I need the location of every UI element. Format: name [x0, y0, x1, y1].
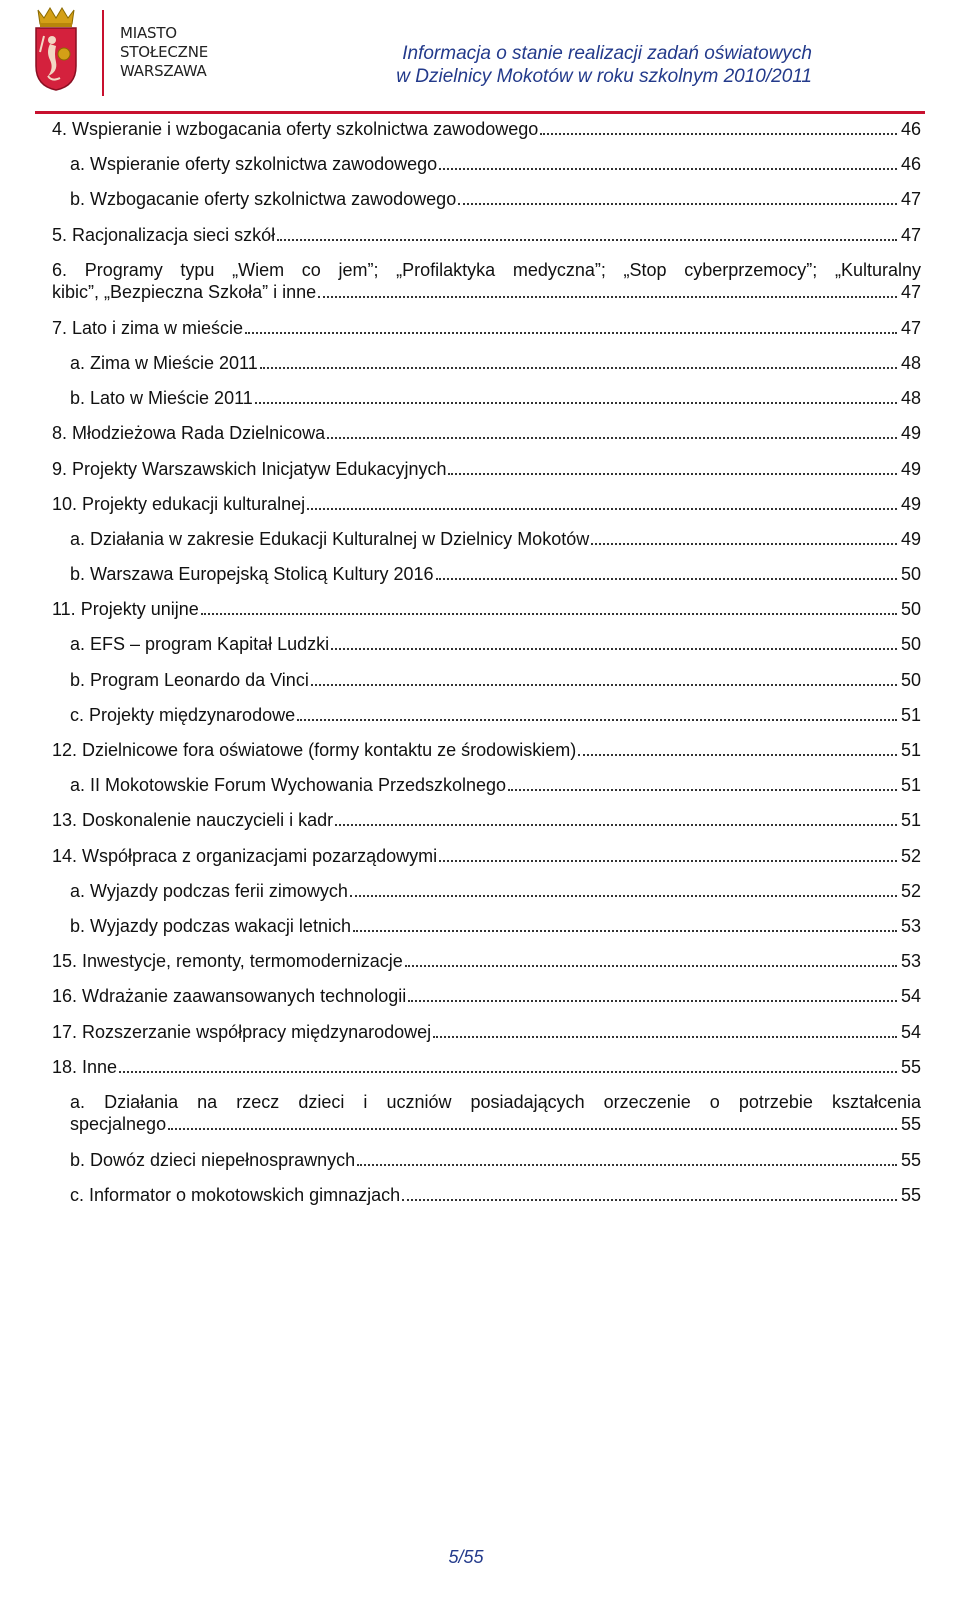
toc-dot-leader: [405, 965, 897, 967]
toc-dot-leader: [408, 1000, 897, 1002]
toc-dot-leader: [327, 437, 897, 439]
toc-entry-page: 49: [900, 423, 921, 444]
city-name-line: STOŁECZNE: [120, 43, 209, 61]
toc-entry-label: b. Wyjazdy podczas wakacji letnich: [70, 915, 351, 936]
toc-entry-page: 53: [900, 951, 921, 972]
toc-dot-leader: [297, 719, 897, 721]
toc-entry[interactable]: [52, 563, 921, 598]
toc-dot-leader: [318, 296, 897, 298]
toc-entry-page: 49: [900, 528, 921, 549]
toc-dot-leader: [350, 895, 897, 897]
toc-entry[interactable]: [52, 809, 921, 844]
toc-entry-page: 46: [900, 154, 921, 175]
table-of-contents: [52, 118, 921, 1219]
toc-entry[interactable]: [52, 458, 921, 493]
toc-entry[interactable]: [52, 387, 921, 422]
toc-entry-page: 50: [900, 669, 921, 690]
toc-entry-label: a. Zima w Mieście 2011: [70, 352, 258, 373]
toc-entry[interactable]: [52, 633, 921, 668]
toc-entry-page: 46: [900, 119, 921, 139]
toc-entry[interactable]: [52, 1021, 921, 1056]
toc-dot-leader: [331, 648, 897, 650]
toc-entry[interactable]: [52, 1149, 921, 1184]
toc-entry[interactable]: [52, 493, 921, 528]
toc-entry[interactable]: [52, 950, 921, 985]
toc-entry-label: 7. Lato i zima w mieście: [52, 317, 244, 338]
toc-entry-label: b. Wzbogacanie oferty szkolnictwa zawodowego: [70, 189, 457, 210]
toc-entry[interactable]: [52, 704, 921, 739]
toc-entry-label: 6. Programy typu „Wiem co jem”; „Profilaktyka medyczna”; „Stop cyberprzemocy”; „Kulturalny: [52, 259, 921, 280]
toc-entry-label: c. Projekty międzynarodowe: [70, 704, 296, 725]
toc-dot-leader: [255, 402, 897, 404]
toc-entry[interactable]: [52, 224, 921, 259]
toc-entry-label: c. Informator o mokotowskich gimnazjach: [70, 1185, 401, 1206]
toc-entry[interactable]: [52, 352, 921, 387]
toc-entry-label: b. Dowóz dzieci niepełnosprawnych: [70, 1149, 356, 1170]
warsaw-coat-of-arms-icon: [30, 6, 82, 92]
toc-dot-leader: [439, 168, 897, 170]
toc-dot-leader: [458, 203, 897, 205]
toc-entry-page: 47: [900, 189, 921, 210]
toc-dot-leader: [448, 473, 897, 475]
toc-dot-leader: [335, 824, 897, 826]
toc-entry[interactable]: [52, 422, 921, 457]
toc-dot-leader: [540, 133, 897, 135]
toc-entry-page: 49: [900, 493, 921, 514]
toc-entry-label: 12. Dzielnicowe fora oświatowe (formy kontaktu ze środowiskiem): [52, 740, 577, 760]
toc-dot-leader: [168, 1128, 897, 1130]
toc-entry-label: 11. Projekty unijne: [52, 599, 199, 620]
toc-entry-page: 53: [900, 915, 921, 936]
toc-entry-label: b. Lato w Mieście 2011: [70, 388, 253, 409]
toc-dot-leader: [353, 930, 897, 932]
toc-entry-page: 55: [900, 1185, 921, 1206]
toc-entry[interactable]: [52, 669, 921, 704]
toc-dot-leader: [311, 684, 897, 686]
page-number: 5/55: [448, 1547, 484, 1567]
logo-divider: [102, 10, 104, 96]
toc-entry-label: b. Program Leonardo da Vinci: [70, 669, 309, 690]
toc-entry[interactable]: [52, 1056, 921, 1091]
toc-entry-label: a. II Mokotowskie Forum Wychowania Przedszkolnego: [70, 775, 507, 796]
toc-entry-page: 50: [900, 634, 921, 655]
toc-entry-label: 5. Racjonalizacja sieci szkół: [52, 224, 276, 245]
toc-entry-label: 16. Wdrażanie zaawansowanych technologii: [52, 986, 407, 1007]
toc-entry-label: 8. Młodzieżowa Rada Dzielnicowa: [52, 423, 326, 444]
toc-entry-label: 17. Rozszerzanie współpracy międzynarodowej: [52, 1021, 432, 1042]
toc-entry-page: 50: [900, 599, 921, 620]
toc-dot-leader: [260, 367, 897, 369]
toc-entry-page: 47: [900, 224, 921, 245]
toc-dot-leader: [307, 508, 897, 510]
toc-entry-label: 9. Projekty Warszawskich Inicjatyw Edukacyjnych: [52, 458, 447, 479]
toc-dot-leader: [436, 578, 897, 580]
toc-entry-page: 49: [900, 458, 921, 479]
toc-entry-page: 48: [900, 388, 921, 409]
toc-entry-page: 55: [900, 1149, 921, 1170]
toc-entry-page: 54: [900, 1021, 921, 1042]
toc-entry-page: 51: [900, 740, 921, 760]
toc-dot-leader: [245, 332, 897, 334]
toc-entry[interactable]: [52, 598, 921, 633]
toc-entry[interactable]: [52, 1091, 921, 1149]
toc-entry-page: 48: [900, 352, 921, 373]
toc-dot-leader: [578, 754, 897, 756]
toc-entry-page: 54: [900, 986, 921, 1007]
toc-dot-leader: [439, 860, 897, 862]
toc-dot-leader: [508, 789, 897, 791]
toc-dot-leader: [433, 1036, 897, 1038]
toc-entry-page: 52: [900, 845, 921, 866]
toc-entry-label: 4. Wspieranie i wzbogacania oferty szkolnictwa zawodowego: [52, 119, 539, 139]
toc-entry-label: a. Wyjazdy podczas ferii zimowych: [70, 880, 348, 901]
toc-entry[interactable]: [52, 915, 921, 950]
toc-dot-leader: [591, 543, 897, 545]
toc-entry-page: 51: [900, 775, 921, 796]
toc-entry-page: 47: [900, 317, 921, 338]
toc-entry[interactable]: [52, 845, 921, 880]
toc-entry-page: 47: [900, 281, 921, 302]
toc-entry-label: 14. Współpraca z organizacjami pozarządowymi: [52, 845, 438, 866]
toc-dot-leader: [201, 613, 897, 615]
toc-entry-page: 51: [900, 810, 921, 831]
toc-entry-label: a. Działania w zakresie Edukacji Kulturalnej w Dzielnicy Mokotów: [70, 528, 590, 549]
header-rule: [35, 111, 925, 114]
toc-entry[interactable]: [52, 317, 921, 352]
toc-entry[interactable]: [52, 528, 921, 563]
toc-entry-label: 18. Inne: [52, 1056, 118, 1077]
document-title: [396, 42, 812, 88]
toc-entry[interactable]: [52, 259, 921, 317]
toc-entry-label: 10. Projekty edukacji kulturalnej: [52, 493, 306, 514]
city-name-line: MIASTO: [120, 24, 177, 42]
document-title-line-1: Informacja o stanie realizacji zadań oświatowych: [402, 43, 812, 64]
toc-entry-page: 50: [900, 564, 921, 585]
toc-entry[interactable]: [52, 118, 921, 153]
toc-entry-label: 13. Doskonalenie nauczycieli i kadr: [52, 810, 334, 831]
toc-entry-label: a. EFS – program Kapitał Ludzki: [70, 634, 330, 655]
toc-entry-label-continued: specjalnego: [70, 1113, 167, 1134]
toc-dot-leader: [402, 1199, 897, 1201]
city-name: [120, 24, 208, 81]
toc-dot-leader: [357, 1164, 897, 1166]
document-title-line-2: w Dzielnicy Mokotów w roku szkolnym 2010/2011: [396, 66, 812, 87]
toc-entry-label-continued: kibic”, „Bezpieczna Szkoła” i inne: [52, 281, 317, 302]
toc-entry-label: a. Działania na rzecz dzieci i uczniów posiadających orzeczenie o potrzebie kształcenia: [70, 1091, 921, 1112]
toc-entry-label: a. Wspieranie oferty szkolnictwa zawodowego: [70, 154, 438, 175]
city-name-line: WARSZAWA: [120, 62, 207, 80]
toc-entry-page: 55: [900, 1056, 921, 1077]
toc-entry-label: b. Warszawa Europejską Stolicą Kultury 2016: [70, 564, 434, 585]
toc-dot-leader: [119, 1071, 897, 1073]
toc-entry-page: 52: [900, 880, 921, 901]
toc-entry[interactable]: [52, 880, 921, 915]
toc-entry[interactable]: [52, 739, 921, 774]
toc-entry[interactable]: [52, 153, 921, 188]
toc-entry-page: 55: [900, 1113, 921, 1134]
toc-entry-page: 51: [900, 704, 921, 725]
toc-entry-label: 15. Inwestycje, remonty, termomodernizacje: [52, 951, 403, 972]
toc-entry[interactable]: [52, 1184, 921, 1219]
toc-dot-leader: [277, 239, 897, 241]
toc-entry[interactable]: [52, 985, 921, 1020]
toc-entry[interactable]: [52, 774, 921, 809]
toc-entry[interactable]: [52, 188, 921, 223]
